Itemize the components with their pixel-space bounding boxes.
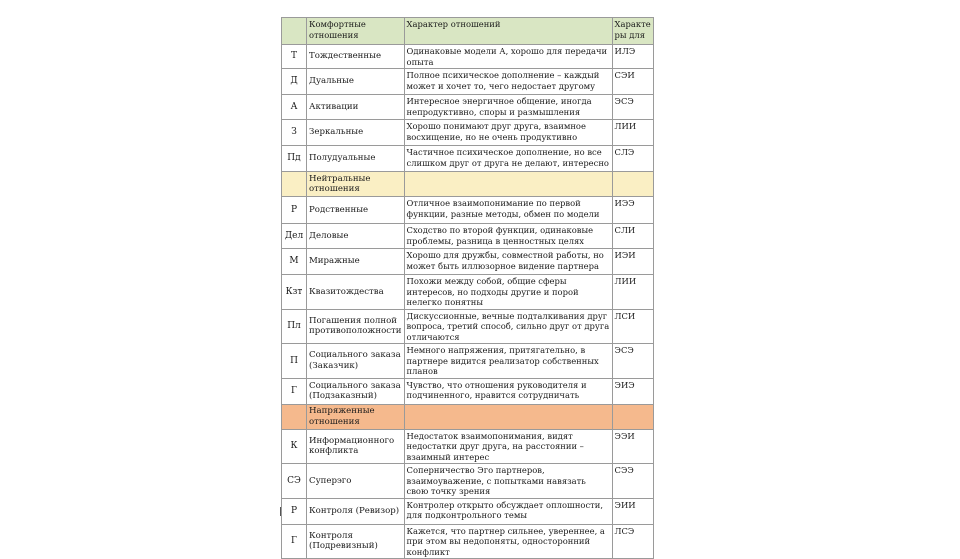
relation-name-cell: Контроля (Подревизный) xyxy=(307,524,405,559)
code-cell: К xyxy=(282,429,307,464)
table-row xyxy=(282,95,654,120)
header-name-cell: Комфортные отношения xyxy=(307,18,405,45)
relation-name-cell: Информационного конфликта xyxy=(307,429,405,464)
header-types-cell: Характе ры для xyxy=(612,18,653,45)
code-cell xyxy=(282,404,307,429)
relation-name-cell: Деловые xyxy=(307,224,405,249)
table-row xyxy=(282,378,654,404)
types-cell: ЭСЭ xyxy=(612,95,653,120)
table-row xyxy=(282,524,654,559)
code-cell: Р xyxy=(282,197,307,224)
character-cell: Контролер открыто обсуждает оплошности, для подконтрольного темы xyxy=(404,498,612,524)
table-row xyxy=(282,275,654,310)
types-cell: ЭИИ xyxy=(612,498,653,524)
relation-name-cell: Миражные xyxy=(307,249,405,275)
code-cell: Г xyxy=(282,524,307,559)
types-cell: ИЭЭ xyxy=(612,197,653,224)
character-cell: Недостаток взаимопонимания, видят недостатки друг друга, на расстоянии – взаимный интерес xyxy=(404,429,612,464)
character-cell: Интересное энергичное общение, иногда непродуктивно, споры и размышления xyxy=(404,95,612,120)
character-cell: Частичное психическое дополнение, но все слишком друг от друга не делают, интересно xyxy=(404,146,612,172)
code-cell: П xyxy=(282,344,307,379)
types-cell: ЛИИ xyxy=(612,120,653,146)
table-row xyxy=(282,120,654,146)
types-cell: СЭЭ xyxy=(612,464,653,499)
code-cell: Кзт xyxy=(282,275,307,310)
relation-name-cell: Зеркальные xyxy=(307,120,405,146)
table-row xyxy=(282,498,654,524)
code-cell: А xyxy=(282,95,307,120)
relation-name-cell: Тождественные xyxy=(307,45,405,69)
character-cell: Похожи между собой, общие сферы интересов, но подходы другие и порой нелегко понятны xyxy=(404,275,612,310)
types-cell: ЭСЭ xyxy=(612,344,653,379)
left-edge-mark xyxy=(280,507,281,516)
character-cell: Полное психическое дополнение – каждый может и хочет то, чего недостает другому xyxy=(404,69,612,95)
relation-name-cell: Погашения полной противоположности xyxy=(307,309,405,344)
types-cell: ИЛЭ xyxy=(612,45,653,69)
code-cell: Пл xyxy=(282,309,307,344)
relation-name-cell: Социального заказа (Подзаказный) xyxy=(307,378,405,404)
header-code-cell xyxy=(282,18,307,45)
code-cell: Г xyxy=(282,378,307,404)
section-row xyxy=(282,404,654,429)
types-cell: СЛИ xyxy=(612,224,653,249)
code-cell: Т xyxy=(282,45,307,69)
relation-name-cell: Квазитождества xyxy=(307,275,405,310)
character-cell: Чувство, что отношения руководителя и подчиненного, нравится сотрудничать xyxy=(404,378,612,404)
code-cell: З xyxy=(282,120,307,146)
types-cell: ЛИИ xyxy=(612,275,653,310)
types-cell xyxy=(612,404,653,429)
relation-name-cell: Дуальные xyxy=(307,69,405,95)
relation-name-cell: Суперэго xyxy=(307,464,405,499)
relation-name-cell: Нейтральные отношения xyxy=(307,172,405,197)
code-cell: М xyxy=(282,249,307,275)
relation-name-cell: Напряженные отношения xyxy=(307,404,405,429)
table-row xyxy=(282,146,654,172)
types-cell xyxy=(612,172,653,197)
relations-table xyxy=(281,17,654,559)
table-header-row xyxy=(282,18,654,45)
code-cell xyxy=(282,172,307,197)
character-cell: Дискуссионные, вечные подталкивания друг вопроса, третий способ, сильно друг от друга отличаются xyxy=(404,309,612,344)
types-cell: ЛСЭ xyxy=(612,524,653,559)
character-cell: Хорошо понимают друг друга, взаимное восхищение, но не очень продуктивно xyxy=(404,120,612,146)
table-row xyxy=(282,45,654,69)
character-cell: Хорошо для дружбы, совместной работы, но может быть иллюзорное видение партнера xyxy=(404,249,612,275)
character-cell: Отличное взаимопонимание по первой функции, разные методы, обмен по модели xyxy=(404,197,612,224)
table-row xyxy=(282,464,654,499)
types-cell: СЛЭ xyxy=(612,146,653,172)
code-cell: СЭ xyxy=(282,464,307,499)
code-cell: Дел xyxy=(282,224,307,249)
section-row xyxy=(282,172,654,197)
character-cell: Немного напряжения, притягательно, в партнере видится реализатор собственных планов xyxy=(404,344,612,379)
table-row xyxy=(282,224,654,249)
table-row xyxy=(282,429,654,464)
character-cell: Одинаковые модели А, хорошо для передачи опыта xyxy=(404,45,612,69)
code-cell: Р xyxy=(282,498,307,524)
types-cell: СЭИ xyxy=(612,69,653,95)
character-cell xyxy=(404,172,612,197)
types-cell: ЭИЭ xyxy=(612,378,653,404)
character-cell xyxy=(404,404,612,429)
table-row xyxy=(282,309,654,344)
relation-name-cell: Полудуальные xyxy=(307,146,405,172)
character-cell: Кажется, что партнер сильнее, увереннее, а при этом вы недопоняты, односторонний конфликт xyxy=(404,524,612,559)
table-row xyxy=(282,69,654,95)
table-row xyxy=(282,249,654,275)
code-cell: Пд xyxy=(282,146,307,172)
header-character-cell: Характер отношений xyxy=(404,18,612,45)
character-cell: Соперничество Эго партнеров, взаимоуважение, с попытками навязать свою точку зрения xyxy=(404,464,612,499)
table-row xyxy=(282,197,654,224)
types-cell: ИЭИ xyxy=(612,249,653,275)
relation-name-cell: Активации xyxy=(307,95,405,120)
character-cell: Сходство по второй функции, одинаковые проблемы, разница в ценностных целях xyxy=(404,224,612,249)
relation-name-cell: Социального заказа (Заказчик) xyxy=(307,344,405,379)
code-cell: Д xyxy=(282,69,307,95)
types-cell: ЭЭИ xyxy=(612,429,653,464)
types-cell: ЛСИ xyxy=(612,309,653,344)
relation-name-cell: Родственные xyxy=(307,197,405,224)
relation-name-cell: Контроля (Ревизор) xyxy=(307,498,405,524)
table-row xyxy=(282,344,654,379)
